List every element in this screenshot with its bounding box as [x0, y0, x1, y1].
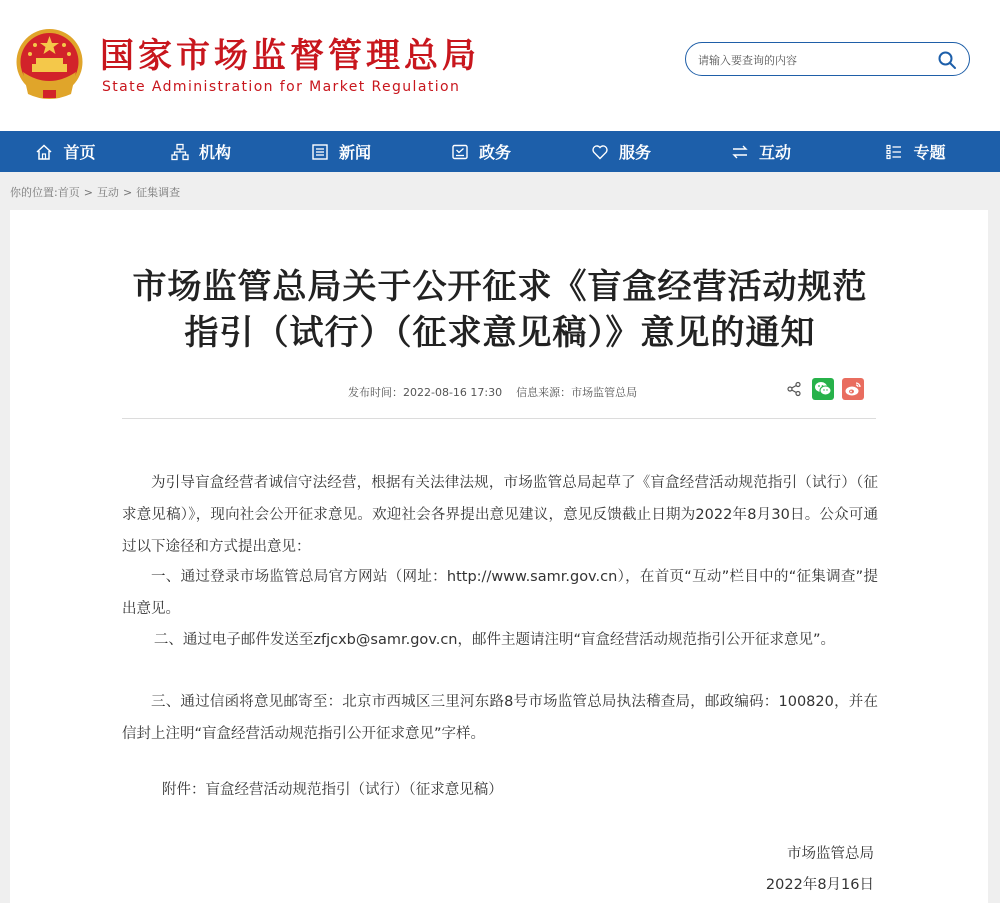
- national-emblem-logo[interactable]: [13, 28, 86, 103]
- breadcrumb-prefix: 你的位置:: [10, 186, 58, 199]
- nav-item-services[interactable]: [551, 131, 691, 172]
- nav-item-government-affairs[interactable]: [411, 131, 551, 172]
- attachment-link[interactable]: 附件：盲盒经营活动规范指引（试行）（征求意见稿）: [162, 782, 503, 798]
- info-source: 信息来源：市场监管总局: [516, 386, 638, 399]
- site-name-english: State Administration for Market Regulation: [102, 79, 461, 95]
- wechat-share-icon[interactable]: [812, 378, 834, 400]
- nav-label-organization: 机构: [198, 143, 231, 162]
- nav-label-services: 服务: [618, 143, 651, 162]
- signature-organization: 市场监管总局: [787, 846, 874, 862]
- breadcrumb-link-home[interactable]: 首页: [57, 186, 80, 199]
- main-navigation: [0, 131, 1000, 172]
- breadcrumb-separator: >: [122, 186, 133, 199]
- nav-item-interaction[interactable]: [691, 131, 831, 172]
- home-icon: [35, 143, 53, 161]
- nav-item-home[interactable]: [0, 131, 131, 172]
- breadcrumb-separator: >: [83, 186, 93, 199]
- search-input[interactable]: [698, 51, 928, 69]
- org-chart-icon: [171, 143, 189, 161]
- signature-date: 2022年8月16日: [765, 877, 874, 893]
- nav-label-news: 新闻: [338, 143, 371, 162]
- article-paragraph: 二、通过电子邮件发送至zfjcxb@samr.gov.cn，邮件主题请注明“盲盒经营活动规范指引公开征求意见”。: [153, 632, 836, 648]
- exchange-icon: [731, 143, 749, 161]
- document-icon: [451, 143, 469, 161]
- nav-item-news[interactable]: [271, 131, 411, 172]
- site-name[interactable]: 国家市场监督管理总局: [100, 36, 480, 76]
- article-meta: [348, 384, 651, 400]
- site-header: [0, 0, 1000, 131]
- article-paragraph: 一、通过登录市场监管总局官方网站（网址：http://www.samr.gov.cn），在首页“互动”栏目中的“征集调查”提出意见。: [122, 569, 878, 617]
- share-icon[interactable]: [786, 381, 802, 397]
- weibo-share-icon[interactable]: [842, 378, 864, 400]
- publish-time: 发布时间：2022-08-16 17:30: [348, 386, 503, 399]
- search-box: [685, 42, 970, 76]
- breadcrumb-link-survey[interactable]: 征集调查: [136, 186, 181, 199]
- breadcrumb-link-interaction[interactable]: 互动: [96, 186, 119, 199]
- title-divider: [122, 418, 876, 419]
- list-icon: [885, 143, 903, 161]
- nav-label-interaction: 互动: [758, 143, 791, 162]
- nav-label-home: 首页: [63, 143, 96, 162]
- search-icon[interactable]: [937, 50, 957, 70]
- heart-icon: [591, 143, 609, 161]
- article-paragraph: 三、通过信函将意见邮寄至：北京市西城区三里河东路8号市场监管总局执法稽查局，邮政编码：100820，并在信封上注明“盲盒经营活动规范指引公开征求意见”字样。: [122, 694, 878, 742]
- article-title: 市场监管总局关于公开征求《盲盒经营活动规范指引（试行）（征求意见稿）》意见的通知: [132, 267, 868, 353]
- article-paragraph: 为引导盲盒经营者诚信守法经营，根据有关法律法规，市场监管总局起草了《盲盒经营活动规范指引（试行）（征求意见稿）》，现向社会公开征求意见。欢迎社会各界提出意见建议，意见反馈截止日期为2022年8月30日。公众可通过以下途径和方式提出意见：: [122, 475, 878, 555]
- nav-item-topics[interactable]: [831, 131, 1000, 172]
- breadcrumb: [10, 184, 180, 200]
- nav-item-organization[interactable]: [131, 131, 271, 172]
- nav-label-government-affairs: 政务: [478, 143, 511, 162]
- nav-label-topics: 专题: [913, 143, 946, 162]
- share-bar: [786, 378, 864, 400]
- news-icon: [311, 143, 329, 161]
